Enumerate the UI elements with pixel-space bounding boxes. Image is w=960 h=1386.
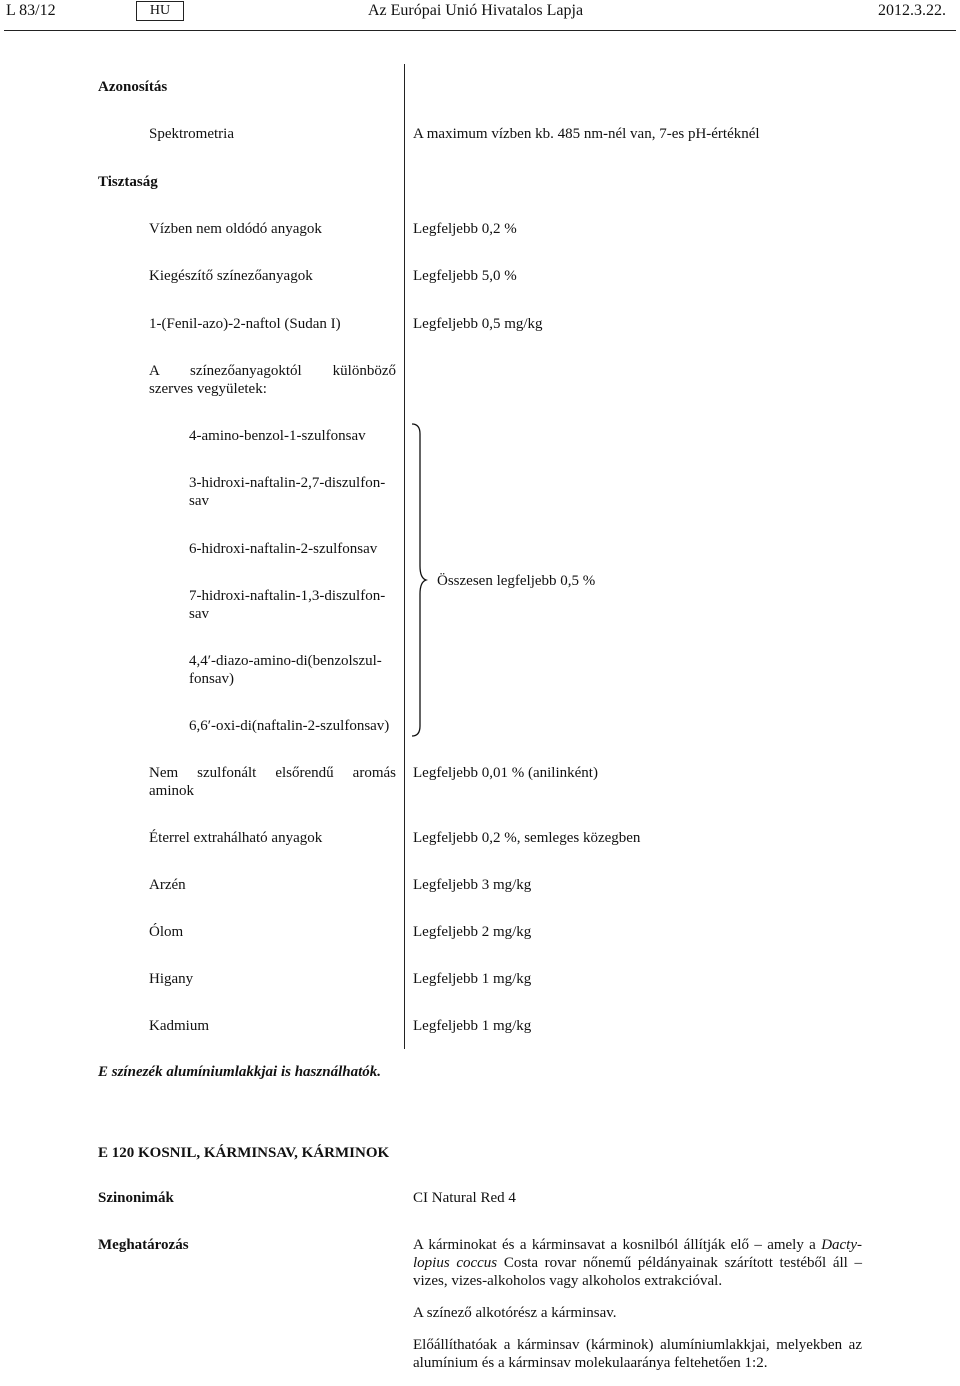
definition-paragraph-line: [413, 1236, 862, 1254]
definition-text: alumínium és a kárminsav molekulaaránya feltehetően 1:2.: [413, 1355, 768, 1371]
compound-item-continuation: fonsav): [189, 671, 234, 687]
spectrometry-label: Spektrometria: [149, 126, 234, 142]
purity-row-value: Legfeljebb 1 mg/kg: [413, 971, 532, 987]
compound-item-continuation: sav: [189, 606, 209, 622]
purity-row-label: Kadmium: [149, 1018, 209, 1034]
compound-item: 4-amino-benzol-1-szulfonsav: [189, 428, 366, 444]
definition-text: A kárminokat és a kárminsavat a kosnilból állítják elő – amely a: [413, 1237, 822, 1253]
synonyms-value: CI Natural Red 4: [413, 1190, 516, 1206]
definition-label: Meghatározás: [98, 1237, 189, 1253]
purity-row-label: Arzén: [149, 877, 186, 893]
definition-text: vizes, vizes-alkoholos vagy alkoholos extrakcióval.: [413, 1273, 723, 1289]
purity-row-label: Ólom: [149, 924, 184, 940]
purity-row-value: Legfeljebb 0,2 %: [413, 221, 517, 237]
purity-row-value: Legfeljebb 1 mg/kg: [413, 1018, 532, 1034]
compound-item: 7-hidroxi-naftalin-1,3-diszulfon-: [189, 588, 386, 604]
amines-label-line2: aminok: [149, 783, 194, 799]
purity-row-value: Legfeljebb 0,2 %, semleges közegben: [413, 830, 641, 846]
compound-item: 6,6′-oxi-di(naftalin-2-szulfonsav): [189, 718, 390, 734]
page-reference: L 83/12: [6, 2, 56, 19]
organic-compounds-label-line2: szerves vegyületek:: [149, 381, 267, 397]
definition-text: A színező alkotórész a kárminsav.: [413, 1305, 617, 1321]
species-name-italic: lopius coccus: [413, 1255, 498, 1271]
section-title: E 120 KOSNIL, KÁRMINSAV, KÁRMINOK: [98, 1145, 390, 1161]
definition-text: Előállíthatóak a kárminsav (kárminok) alumíniumlakkjai, melyekben az: [413, 1337, 862, 1353]
lakes-note: E színezék alumíniumlakkjai is használhatók.: [98, 1064, 382, 1080]
amines-value: Legfeljebb 0,01 % (anilinként): [413, 765, 598, 781]
purity-row-value: Legfeljebb 5,0 %: [413, 268, 517, 284]
purity-heading: Tisztaság: [98, 174, 158, 190]
purity-row-label: Éterrel extrahálható anyagok: [149, 830, 323, 846]
definition-text: Costa rovar nőnemű példányainak szárított testéből áll –: [497, 1255, 863, 1271]
compounds-total-value: Összesen legfeljebb 0,5 %: [437, 573, 596, 589]
amines-label-line1: Nem szulfonált elsőrendű aromás: [149, 765, 396, 781]
spectrometry-value: A maximum vízben kb. 485 nm-nél van, 7-es pH-értéknél: [413, 126, 760, 142]
purity-row-value: Legfeljebb 2 mg/kg: [413, 924, 532, 940]
species-name-italic: Dacty-: [821, 1237, 862, 1253]
purity-row-value: Legfeljebb 3 mg/kg: [413, 877, 532, 893]
header-rule: [4, 30, 956, 31]
compound-item: 6-hidroxi-naftalin-2-szulfonsav: [189, 541, 378, 557]
purity-row-label: Higany: [149, 971, 194, 987]
curly-brace-icon: [404, 420, 428, 740]
purity-row-label: Kiegészítő színezőanyagok: [149, 268, 313, 284]
purity-row-label: Vízben nem oldódó anyagok: [149, 221, 322, 237]
publication-date: 2012.3.22.: [878, 2, 946, 19]
publication-title: Az Európai Unió Hivatalos Lapja: [368, 2, 584, 19]
organic-compounds-label-line1: A színezőanyagoktól különböző: [149, 363, 396, 379]
definition-paragraph-line: [413, 1254, 862, 1272]
identification-heading: Azonosítás: [98, 79, 168, 95]
purity-row-label: 1-(Fenil-azo)-2-naftol (Sudan I): [149, 316, 341, 332]
purity-row-value: Legfeljebb 0,5 mg/kg: [413, 316, 543, 332]
compound-item-continuation: sav: [189, 493, 209, 509]
compound-item: 3-hidroxi-naftalin-2,7-diszulfon-: [189, 475, 386, 491]
synonyms-label: Szinonimák: [98, 1190, 174, 1206]
compound-item: 4,4′-diazo-amino-di(benzolszul-: [189, 653, 382, 669]
language-badge: HU: [136, 1, 184, 21]
